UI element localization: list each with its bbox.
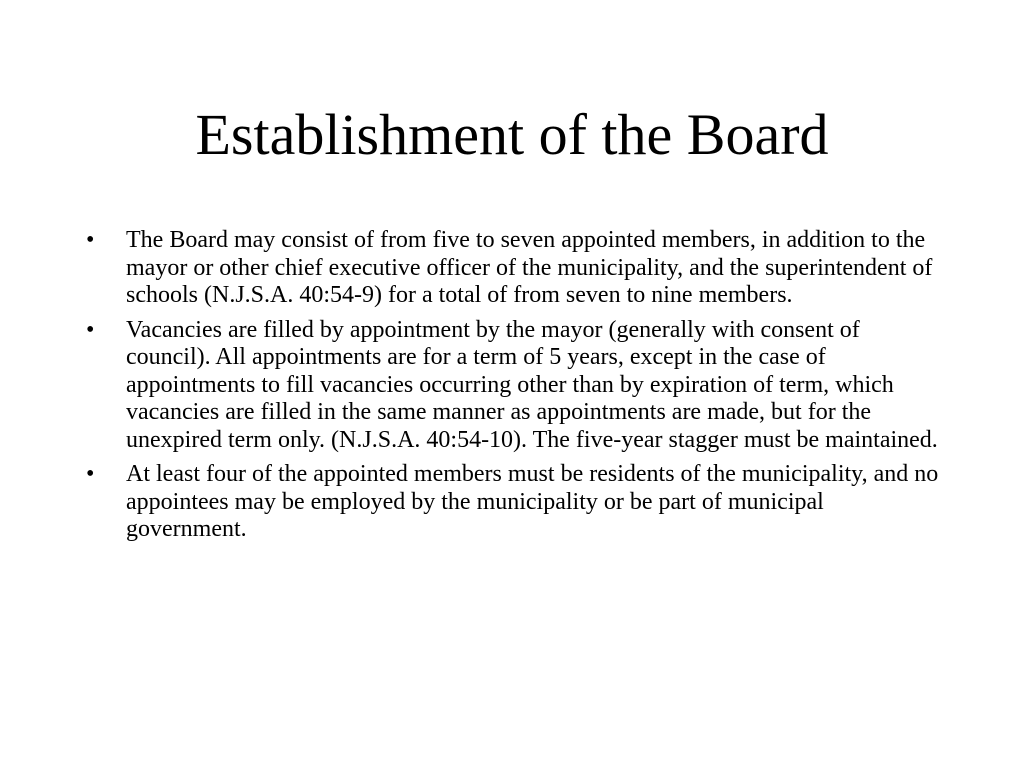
bullet-list xyxy=(86,227,946,551)
bullet-text: The Board may consist of from five to seven appointed members, in addition to the mayor or other chief executive officer of the municipality, and the superintendent of schools (N.J.S.A. 40:54-9) for a total of from seven to nine members. xyxy=(126,227,933,308)
bullet-item xyxy=(86,227,946,310)
bullet-item xyxy=(86,317,946,455)
bullet-icon: • xyxy=(86,461,95,487)
bullet-item xyxy=(86,461,946,544)
bullet-icon: • xyxy=(86,227,95,253)
bullet-text: At least four of the appointed members must be residents of the municipality, and no appointees may be employed by the municipality or be part of municipal government. xyxy=(126,461,939,542)
bullet-text: Vacancies are filled by appointment by the mayor (generally with consent of council). All appointments are for a term of 5 years, except in the case of appointments to fill vacancies occurring other than by expiration of term, which vacancies are filled in the same manner as appointments are made, but for the unexpired term only. (N.J.S.A. 40:54-10). The five-year stagger must be maintained. xyxy=(126,316,938,453)
slide-title: Establishment of the Board xyxy=(195,102,829,167)
bullet-icon: • xyxy=(86,316,95,343)
